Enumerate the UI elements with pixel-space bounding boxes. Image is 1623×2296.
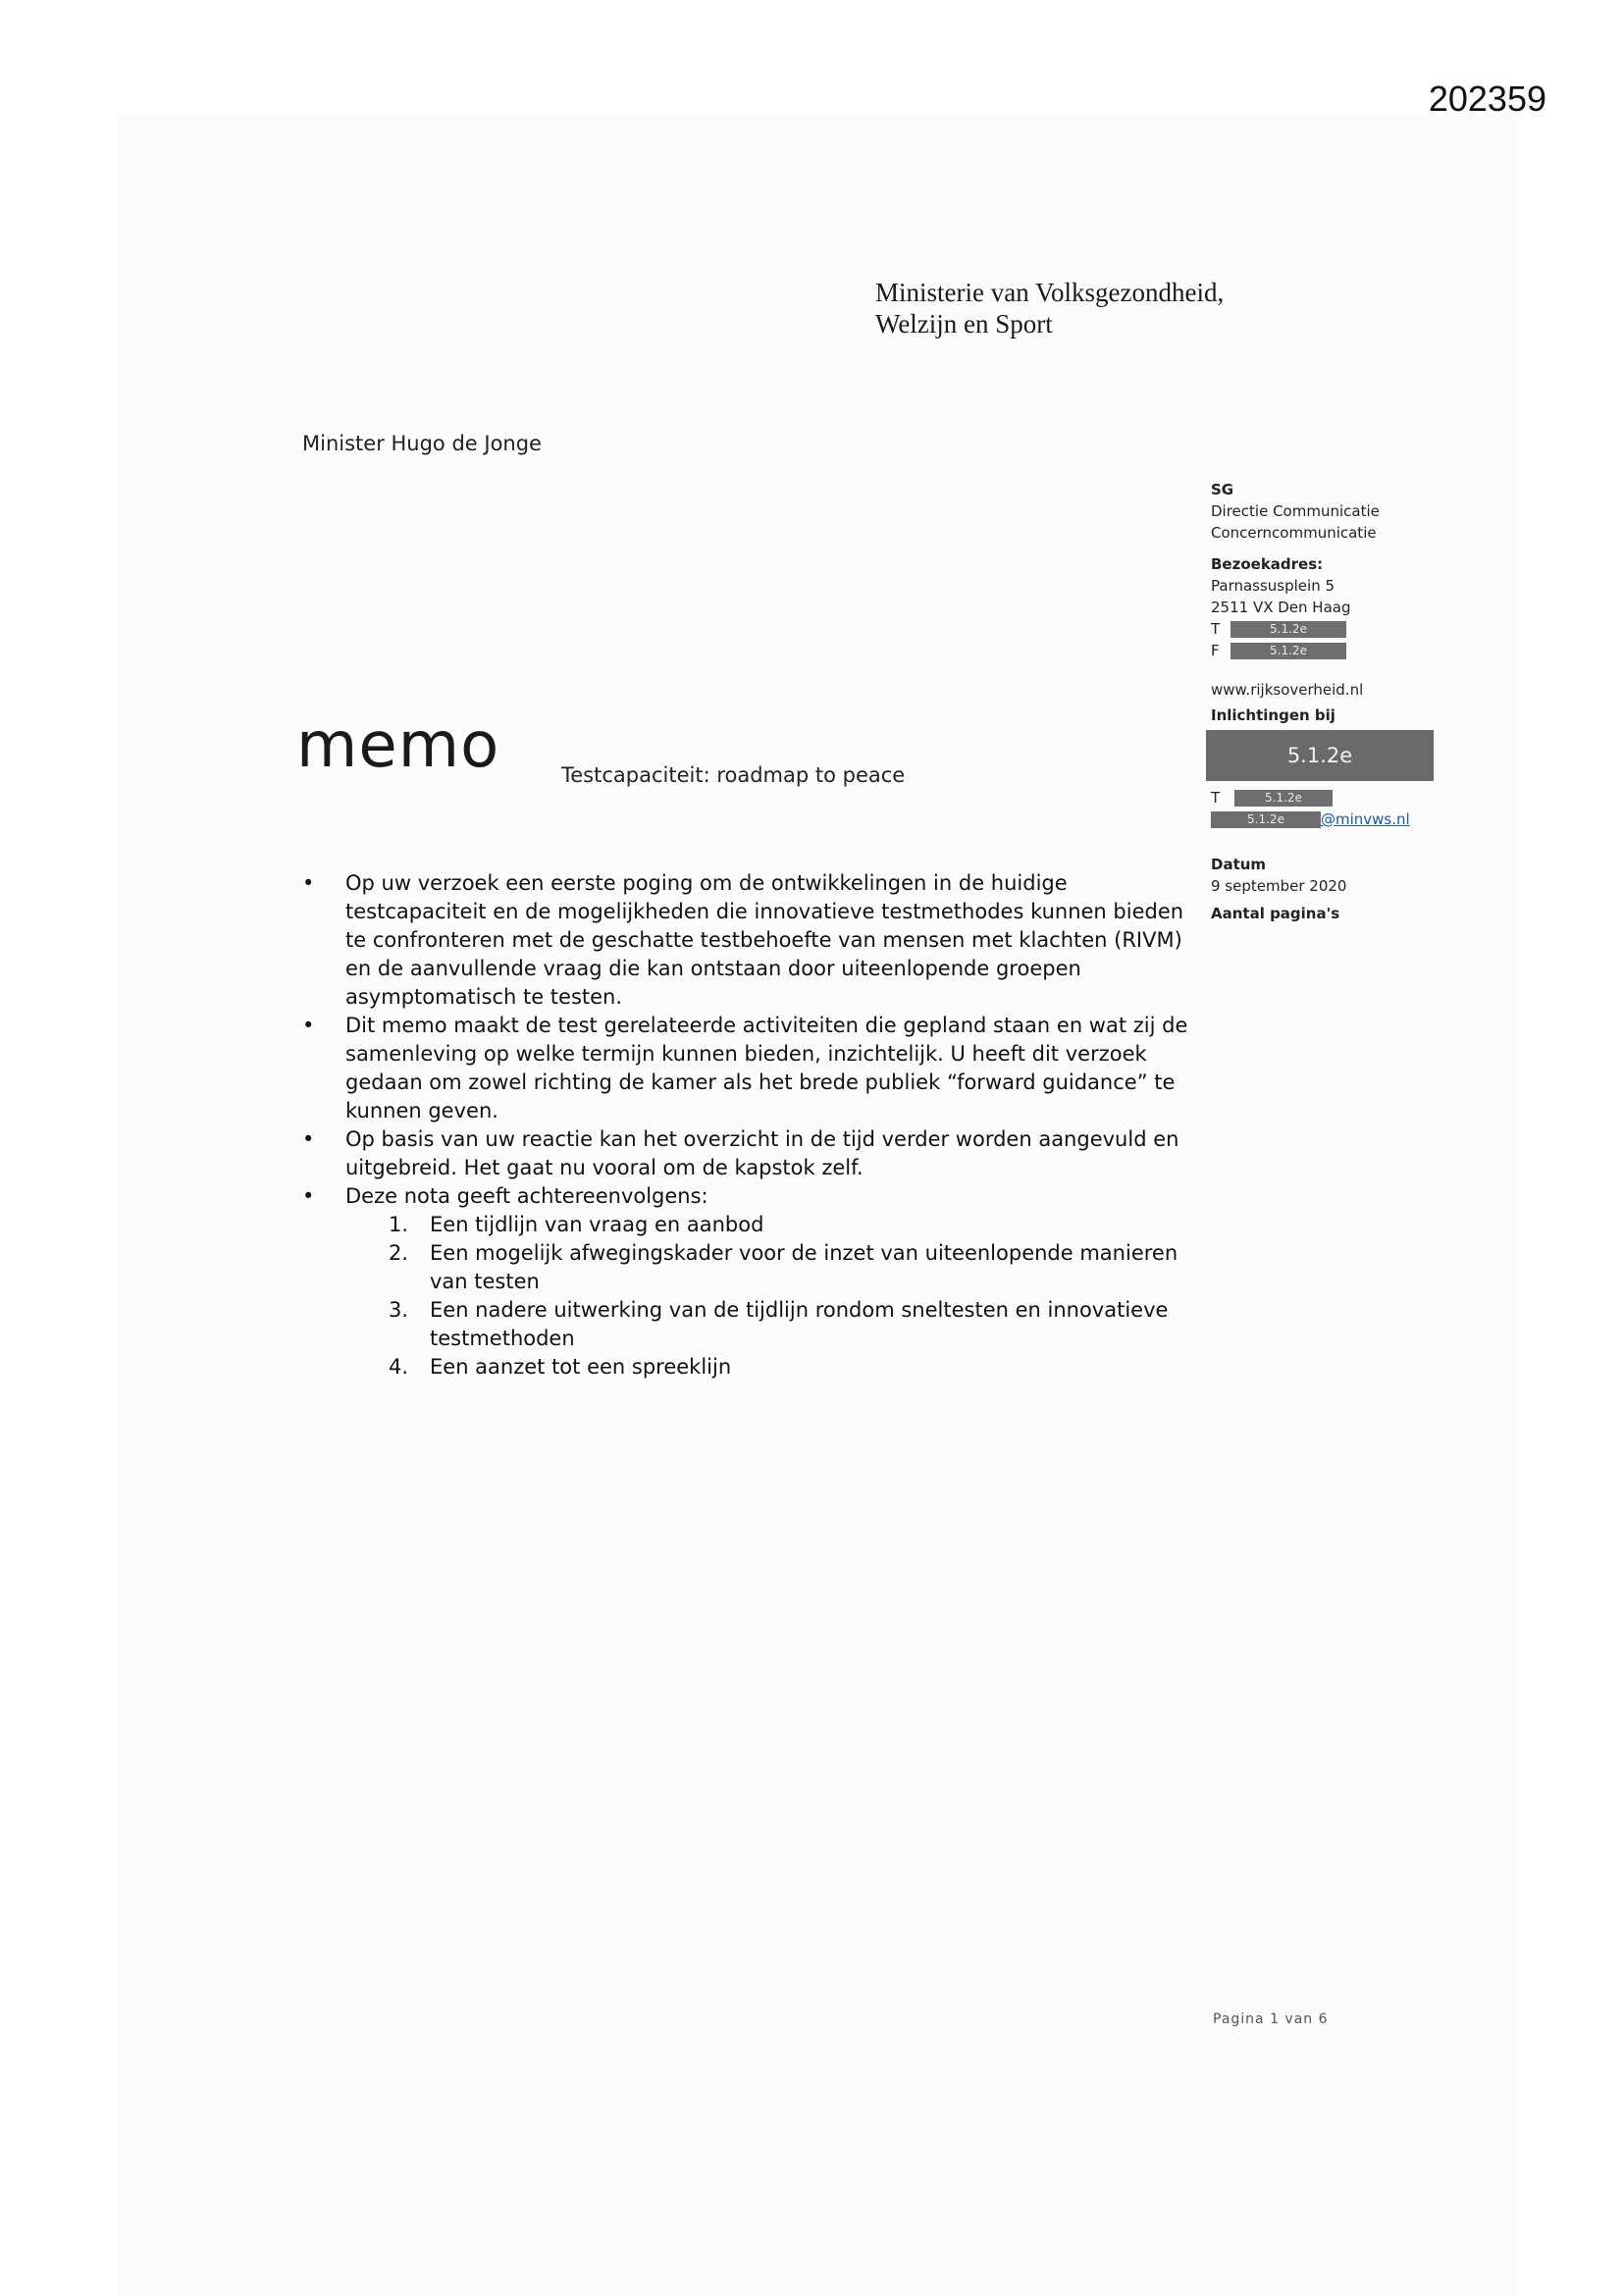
pages-title: Aantal pagina's — [1211, 905, 1340, 922]
contact-name-redaction: 5.1.2e — [1206, 730, 1434, 781]
bullet-item — [294, 1125, 1202, 1182]
bullet-text: Op uw verzoek een eerste poging om de ontwikkelingen in de huidige testcapaciteit en de mogelijkheden die innovatieve testmethodes kunnen bieden te confronteren met de geschatte testbehoefte van mensen met klachten (RIVM) en de aanvullende vraag die kan ontstaan door uiteenlopende groepen asymptomatisch te testen. — [345, 871, 1184, 1009]
item-number: 1. — [389, 1213, 409, 1236]
info-title: Inlichtingen bij — [1211, 706, 1335, 724]
address-line-2: 2511 VX Den Haag — [1211, 599, 1351, 616]
sender-details-sidebar — [1211, 479, 1446, 924]
bullet-item — [294, 1012, 1202, 1125]
email-link[interactable]: @minvws.nl — [1321, 810, 1410, 828]
bullet-item — [294, 869, 1202, 1012]
phone-redaction: 5.1.2e — [1230, 621, 1346, 638]
numbered-item — [294, 1239, 1202, 1296]
fax-row — [1211, 640, 1446, 661]
item-text: Een tijdlijn van vraag en aanbod — [430, 1213, 764, 1236]
phone-row — [1211, 618, 1446, 640]
numbered-item — [294, 1296, 1202, 1353]
item-text: Een aanzet tot een spreeklijn — [430, 1355, 732, 1379]
ministry-line-2: Welzijn en Sport — [875, 309, 1053, 339]
bullet-icon: • — [302, 871, 315, 895]
date-value: 9 september 2020 — [1211, 877, 1347, 895]
item-text: Een mogelijk afwegingskader voor de inzet van uiteenlopende manieren van testen — [430, 1241, 1178, 1293]
ministry-logo-text — [875, 277, 1224, 339]
bullet-list — [294, 869, 1202, 1211]
bullet-icon: • — [302, 1127, 315, 1151]
info-email-row — [1211, 809, 1446, 830]
bullet-text: Deze nota geeft achtereenvolgens: — [345, 1184, 708, 1208]
numbered-item — [294, 1353, 1202, 1382]
memo-body — [294, 869, 1202, 1382]
numbered-list — [294, 1211, 1202, 1382]
item-number: 4. — [389, 1355, 409, 1379]
item-text: Een nadere uitwerking van de tijdlijn rondom sneltesten en innovatieve testmethoden — [430, 1298, 1169, 1350]
addressee: Minister Hugo de Jonge — [302, 432, 542, 455]
item-number: 3. — [389, 1298, 409, 1322]
bullet-icon: • — [302, 1014, 315, 1037]
bullet-text: Op basis van uw reactie kan het overzicht in de tijd verder worden aangevuld en uitgebreid. Het gaat nu vooral om de kapstok zelf. — [345, 1127, 1179, 1179]
numbered-item — [294, 1211, 1202, 1239]
info-phone-row — [1211, 787, 1446, 809]
website-text: www.rijksoverheid.nl — [1211, 681, 1364, 699]
bullet-item — [294, 1182, 1202, 1211]
info-phone-label: T — [1211, 789, 1221, 807]
address-line-1: Parnassusplein 5 — [1211, 577, 1335, 595]
memo-subject: Testcapaciteit: roadmap to peace — [561, 763, 906, 787]
org-title: SG — [1211, 481, 1234, 498]
org-line-1: Directie Communicatie — [1211, 502, 1380, 520]
fax-redaction: 5.1.2e — [1230, 643, 1346, 659]
document-number: 202359 — [1428, 78, 1546, 119]
item-number: 2. — [389, 1241, 409, 1265]
page-number-footer: Pagina 1 van 6 — [1213, 2011, 1329, 2027]
bullet-icon: • — [302, 1184, 315, 1208]
ministry-line-1: Ministerie van Volksgezondheid, — [875, 278, 1225, 307]
bullet-text: Dit memo maakt de test gerelateerde activiteiten die gepland staan en wat zij de samenleving op welke termijn kunnen bieden, inzichtelijk. U heeft dit verzoek gedaan om zowel richting de kamer als het brede publiek “forward guidance” te kunnen geven. — [345, 1014, 1188, 1122]
phone-label: T — [1211, 620, 1221, 638]
fax-label: F — [1211, 642, 1220, 659]
org-line-2: Concerncommunicatie — [1211, 524, 1377, 542]
email-user-redaction: 5.1.2e — [1211, 811, 1321, 828]
info-phone-redaction: 5.1.2e — [1234, 790, 1333, 807]
date-title: Datum — [1211, 856, 1267, 873]
memo-heading: memo — [296, 709, 500, 782]
visit-address-title: Bezoekadres: — [1211, 555, 1324, 573]
